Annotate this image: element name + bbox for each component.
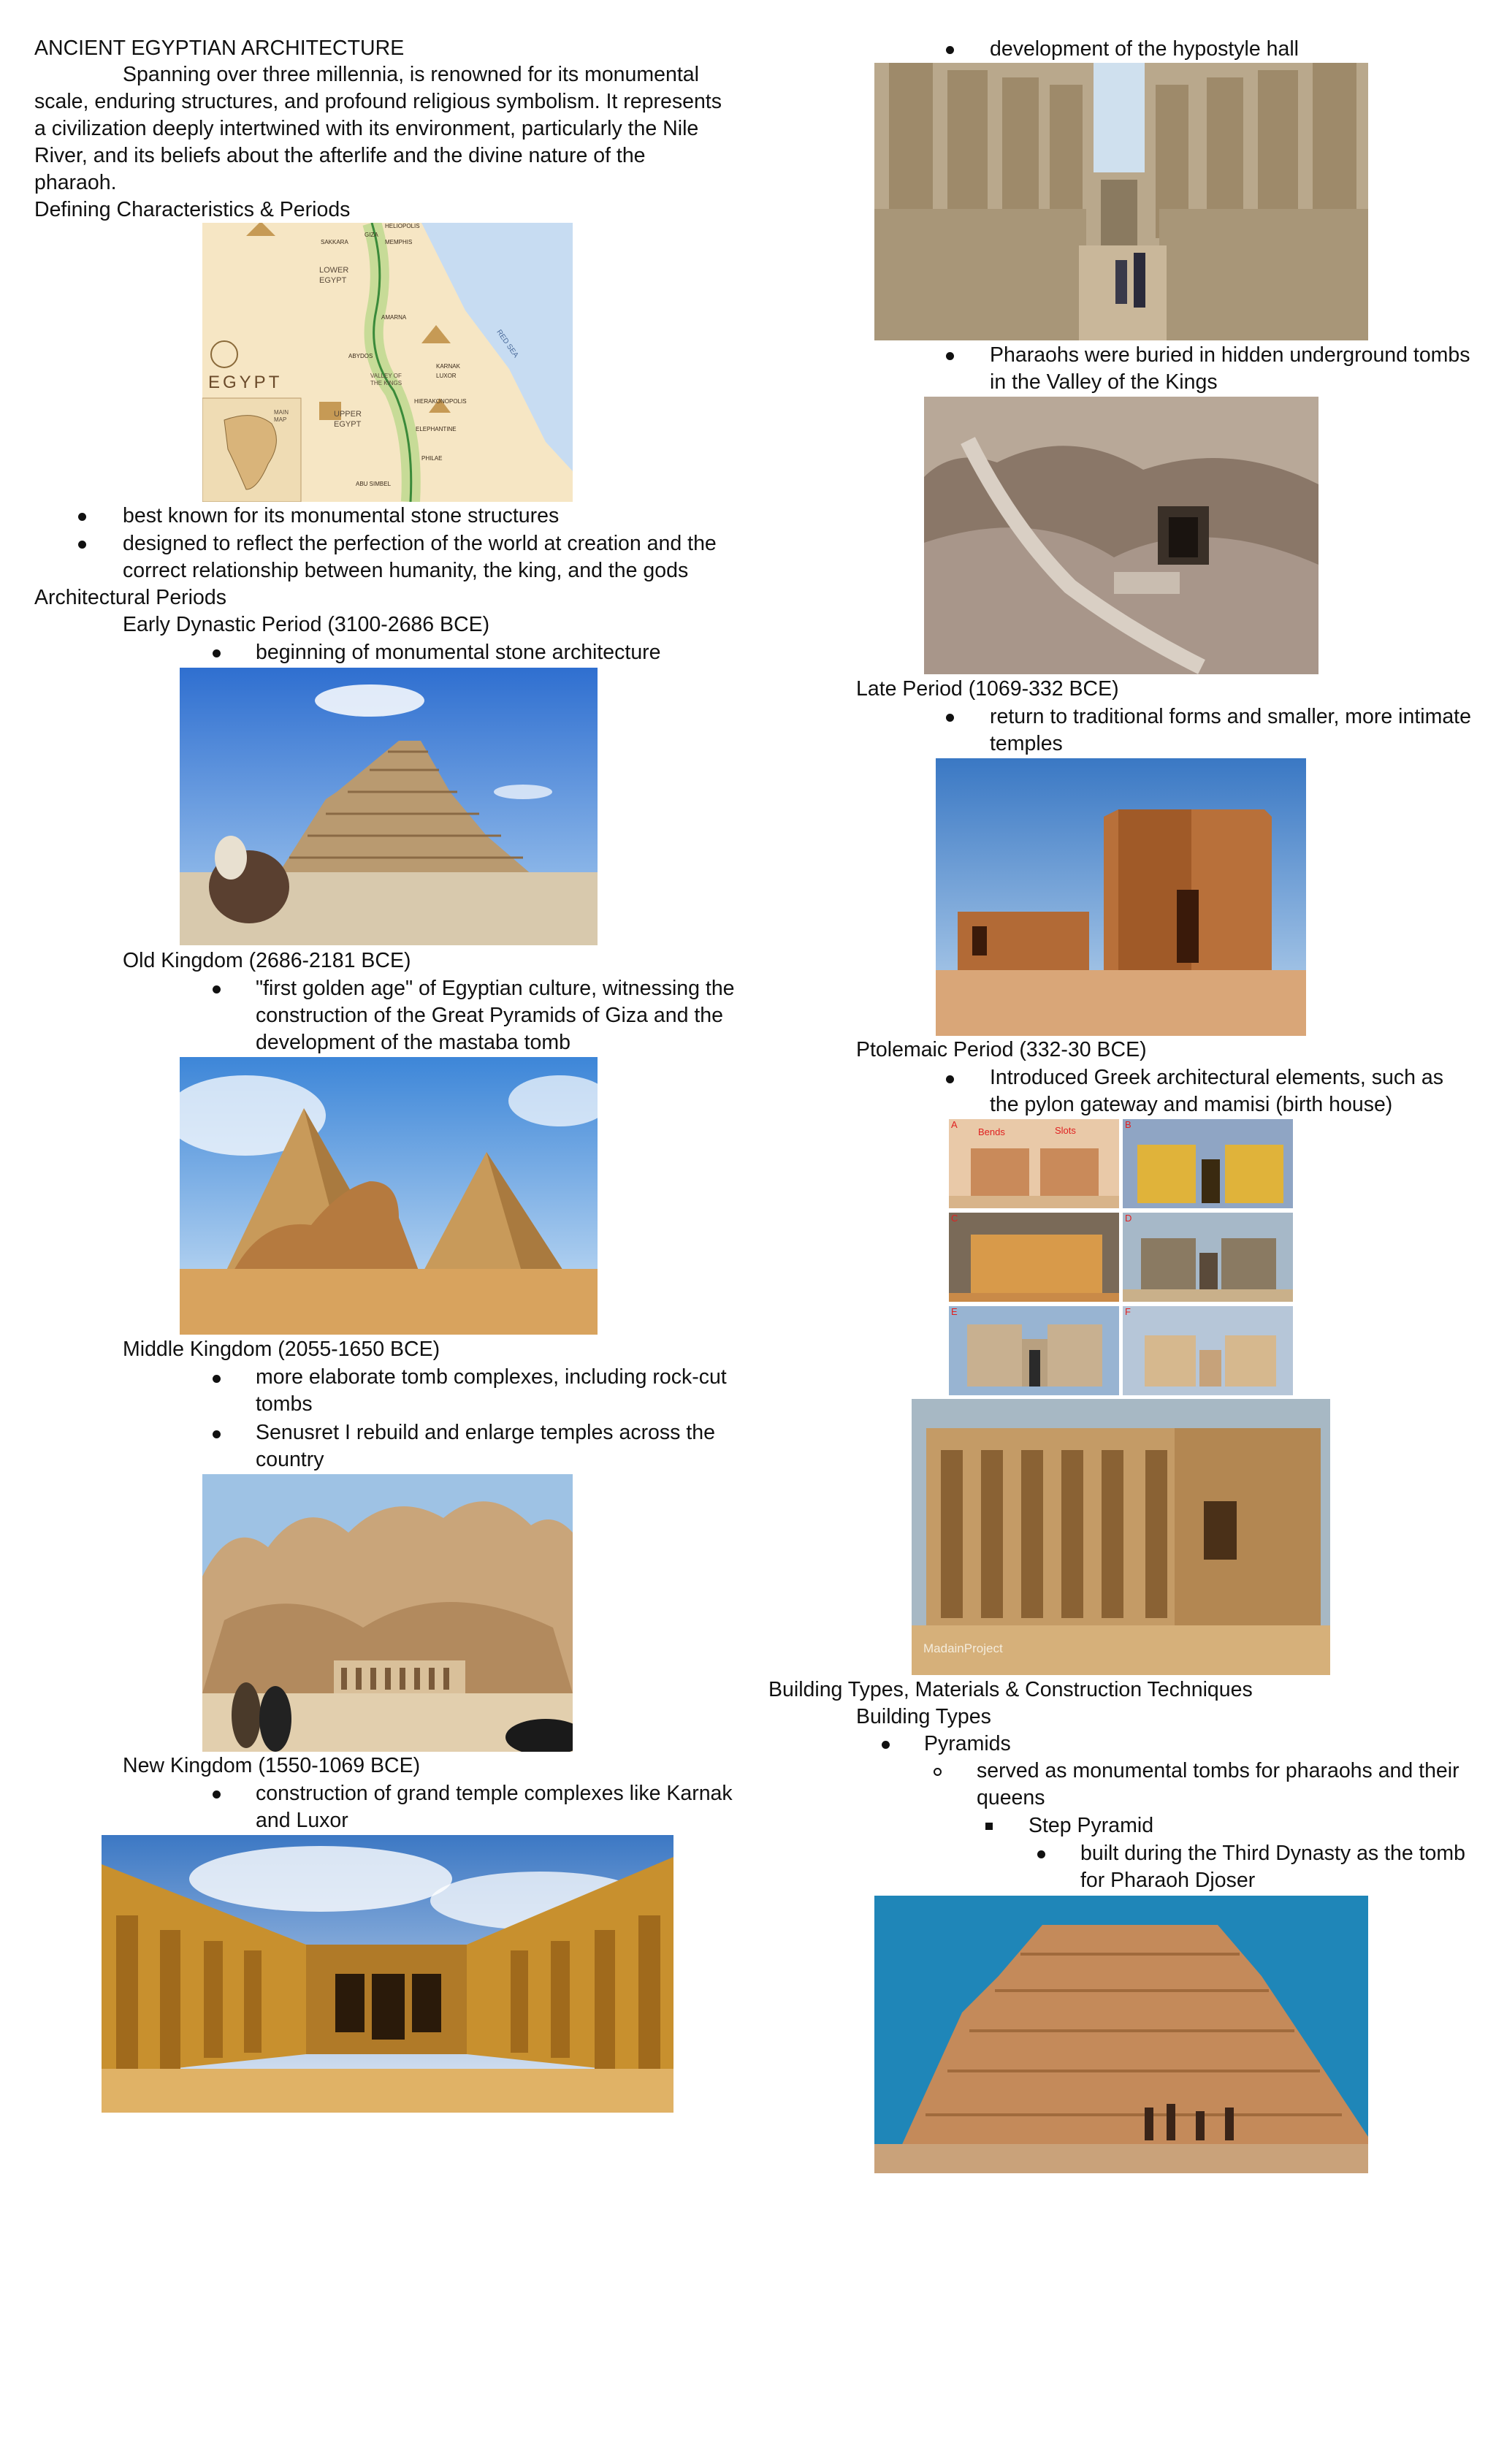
pyramids-item: Pyramids — [924, 1732, 1011, 1755]
pylon-photo — [1123, 1213, 1293, 1302]
grid-label: B — [1125, 1119, 1131, 1130]
late-period-temple-image — [936, 758, 1306, 1036]
map-lower-egypt: LOWER EGYPT — [319, 266, 349, 285]
middle-kingdom-title: Middle Kingdom (2055-1650 BCE) — [123, 1338, 440, 1361]
bullet-dot-icon — [946, 352, 954, 360]
map-red-sea: RED SEA — [495, 328, 520, 359]
middle-kingdom-bullet: Senusret I rebuild and enlarge temples across the country — [256, 1421, 715, 1471]
valley-of-the-kings-image — [924, 397, 1318, 674]
map-place-philae: PHILAE — [421, 455, 443, 462]
grid-annotation: Slots — [1055, 1125, 1076, 1136]
bullet-dot-icon — [946, 1075, 954, 1083]
bullet-dot-icon — [946, 714, 954, 722]
map-place-elephantine: ELEPHANTINE — [416, 426, 457, 432]
pylon-comparison-grid — [949, 1119, 1293, 1395]
document-title: ANCIENT EGYPTIAN ARCHITECTURE — [34, 37, 405, 60]
bullet-dot-icon — [213, 649, 221, 657]
bullet-dot-icon — [213, 1375, 221, 1383]
bullet-dot-icon — [78, 541, 86, 549]
bullet-circle-icon — [934, 1768, 942, 1776]
egypt-map-image — [202, 223, 573, 502]
bullet-dot-icon — [78, 513, 86, 521]
karnak-temple-court-image — [102, 1835, 673, 2113]
defining-heading: Defining Characteristics & Periods — [34, 198, 351, 221]
map-country-label: EGYPT — [208, 373, 283, 392]
bullet-dot-icon — [1037, 1850, 1045, 1858]
middle-kingdom-bullet: more elaborate tomb complexes, including rock-cut tombs — [256, 1365, 727, 1416]
new-kingdom-bullet: construction of grand temple complexes like Karnak and Luxor — [256, 1782, 733, 1832]
map-upper-egypt: UPPER EGYPT — [334, 410, 362, 429]
bullet-dot-icon — [213, 1790, 221, 1799]
late-period-bullet: return to traditional forms and smaller, more intimate temples — [990, 705, 1471, 755]
pylon-photo — [949, 1306, 1119, 1395]
building-heading: Building Types, Materials & Construction Techniques — [768, 1678, 1253, 1701]
map-place-giza: GIZA — [365, 232, 378, 238]
pylon-photo — [1123, 1119, 1293, 1208]
image-watermark: MadainProject — [923, 1641, 1003, 1655]
new-kingdom-title: New Kingdom (1550-1069 BCE) — [123, 1754, 421, 1777]
ptolemaic-bullet: Introduced Greek architectural elements, such as the pylon gateway and mamisi (birth house) — [990, 1066, 1443, 1116]
intro-paragraph: Spanning over three millennia, is renowned for its monumental scale, enduring structures, and profound religious symbolism. It represents a civilization deeply intertwined with its environment, particularly the Nile River, and its beliefs about the afterlife and the divine nature of the pharaoh. — [34, 63, 722, 194]
old-kingdom-title: Old Kingdom (2686-2181 BCE) — [123, 949, 411, 972]
bullet-dot-icon — [882, 1741, 890, 1749]
step-pyramid-item: Step Pyramid — [1028, 1814, 1154, 1837]
hypostyle-hall-image — [874, 63, 1368, 340]
old-kingdom-bullet: "first golden age" of Egyptian culture, witnessing the construction of the Great Pyramids of Giza and the development of the mastaba tomb — [256, 977, 735, 1054]
periods-heading: Architectural Periods — [34, 586, 226, 609]
giza-pyramids-sphinx-image — [180, 1057, 598, 1335]
map-place-luxor: LUXOR — [436, 373, 457, 379]
pyramids-description: served as monumental tombs for pharaohs and their queens — [977, 1759, 1459, 1809]
late-period-title: Late Period (1069-332 BCE) — [856, 677, 1119, 701]
grid-label: C — [951, 1213, 958, 1224]
grid-label: E — [951, 1306, 958, 1317]
early-dynastic-bullet: beginning of monumental stone architecture — [256, 641, 661, 664]
grid-label: D — [1125, 1213, 1132, 1224]
grid-label: A — [951, 1119, 958, 1130]
map-place-sakkara: SAKKARA — [321, 239, 348, 245]
map-place-abu-simbel: ABU SIMBEL — [356, 481, 392, 487]
bullet-dot-icon — [946, 46, 954, 54]
step-pyramid-description: built during the Third Dynasty as the tomb for Pharaoh Djoser — [1080, 1842, 1465, 1892]
grid-label: F — [1125, 1306, 1131, 1317]
map-place-abydos: ABYDOS — [348, 353, 373, 359]
mamisi-birth-house-image — [912, 1399, 1330, 1675]
map-place-heliopolis: HELIOPOLIS — [385, 223, 420, 229]
bullet-dot-icon — [213, 985, 221, 993]
new-kingdom-bullet: Pharaohs were buried in hidden underground tombs in the Valley of the Kings — [990, 343, 1470, 394]
characteristic-item: best known for its monumental stone structures — [123, 504, 560, 527]
map-place-amarna: AMARNA — [381, 314, 407, 321]
bullet-square-icon — [985, 1823, 993, 1830]
early-dynastic-title: Early Dynastic Period (3100-2686 BCE) — [123, 613, 490, 636]
bullet-dot-icon — [213, 1430, 221, 1438]
new-kingdom-bullet: development of the hypostyle hall — [990, 37, 1300, 61]
map-valley-label: VALLEY OF THE KINGS — [370, 373, 402, 386]
building-types-heading: Building Types — [856, 1705, 991, 1728]
characteristic-item: designed to reflect the perfection of the world at creation and the correct relationship between humanity, the king, and the gods — [123, 532, 717, 582]
grid-annotation: Bends — [978, 1126, 1005, 1137]
pylon-photo — [949, 1119, 1119, 1208]
step-pyramid-camel-image — [180, 668, 598, 945]
pylon-photo — [1123, 1306, 1293, 1395]
djoser-step-pyramid-image — [874, 1896, 1368, 2173]
map-place-karnak: KARNAK — [436, 363, 460, 370]
pylon-photo — [949, 1213, 1119, 1302]
hatshepsut-temple-image — [202, 1474, 573, 1752]
map-place-memphis: MEMPHIS — [385, 239, 413, 245]
ptolemaic-title: Ptolemaic Period (332-30 BCE) — [856, 1038, 1147, 1061]
map-inset-label: MAIN MAP — [274, 409, 289, 423]
map-place-hierakonopolis: HIERAKONOPOLIS — [414, 398, 467, 405]
